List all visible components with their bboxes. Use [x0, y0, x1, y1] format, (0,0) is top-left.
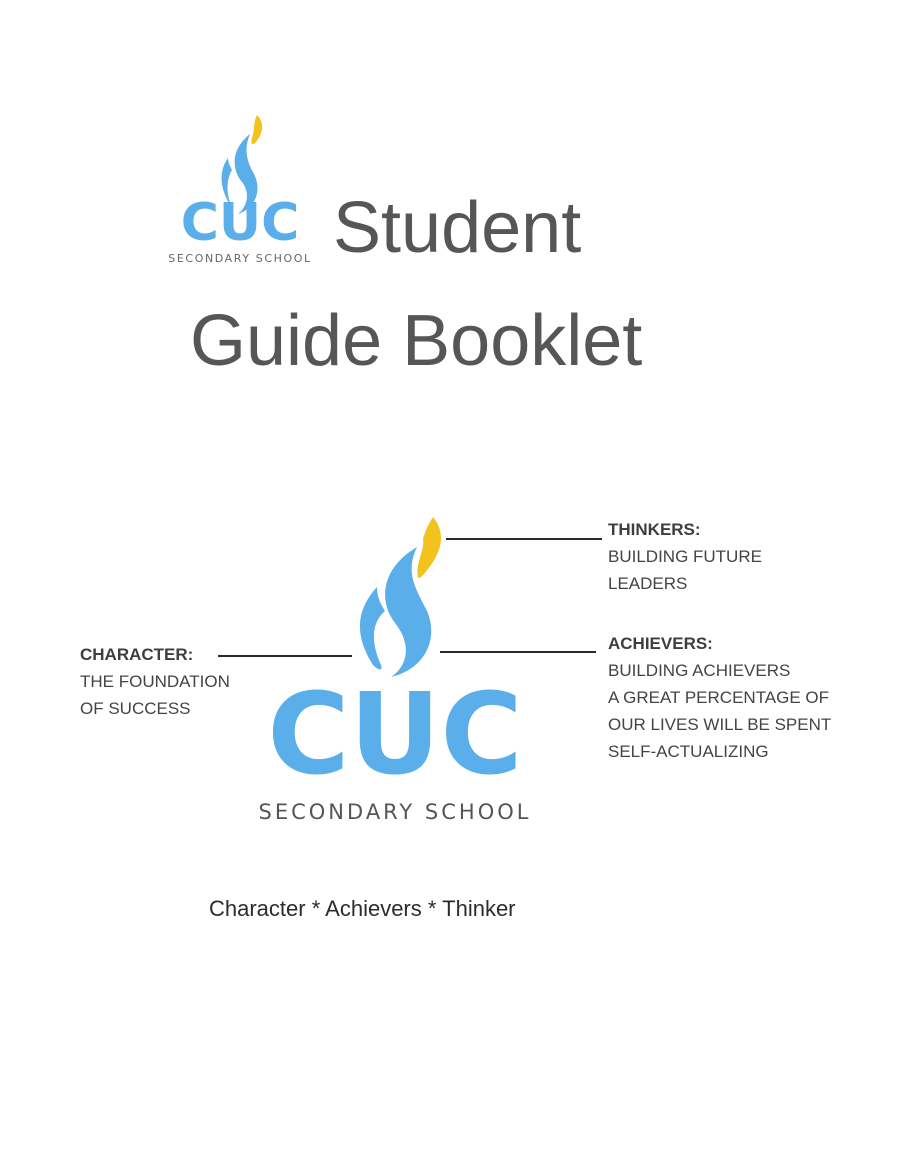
callout-text: THE FOUNDATION	[80, 672, 230, 691]
callout-text: BUILDING FUTURE	[608, 547, 762, 566]
callout-text: BUILDING ACHIEVERS	[608, 661, 791, 680]
tagline: Character * Achievers * Thinker	[209, 896, 516, 921]
achievers-connector-line	[440, 651, 596, 653]
callout-text: LEADERS	[608, 574, 688, 593]
character-connector-line	[218, 655, 352, 657]
callout-text: SELF-ACTUALIZING	[608, 742, 769, 761]
page-title-line2: Guide Booklet	[190, 301, 643, 381]
callout-character	[80, 641, 230, 722]
svg-text:CUC: CUC	[267, 670, 523, 800]
flame-icon	[160, 110, 320, 270]
callout-thinkers	[608, 516, 762, 597]
callout-heading: THINKERS:	[608, 520, 701, 539]
callout-text: OF SUCCESS	[80, 699, 191, 718]
header-logo	[160, 110, 320, 270]
callout-text: OUR LIVES WILL BE SPENT	[608, 715, 832, 734]
callout-achievers	[608, 630, 831, 765]
callout-heading: CHARACTER:	[80, 645, 194, 664]
thinkers-connector-line	[446, 538, 602, 540]
callout-text: A GREAT PERCENTAGE OF	[608, 688, 830, 707]
svg-text:SECONDARY SCHOOL: SECONDARY SCHOOL	[168, 252, 312, 265]
flame-icon	[255, 515, 535, 835]
school-emblem	[255, 515, 535, 835]
svg-text:CUC: CUC	[180, 193, 300, 253]
callout-heading: ACHIEVERS:	[608, 634, 713, 653]
page-title-line1: Student	[333, 188, 582, 268]
svg-text:SECONDARY SCHOOL: SECONDARY SCHOOL	[258, 800, 532, 824]
